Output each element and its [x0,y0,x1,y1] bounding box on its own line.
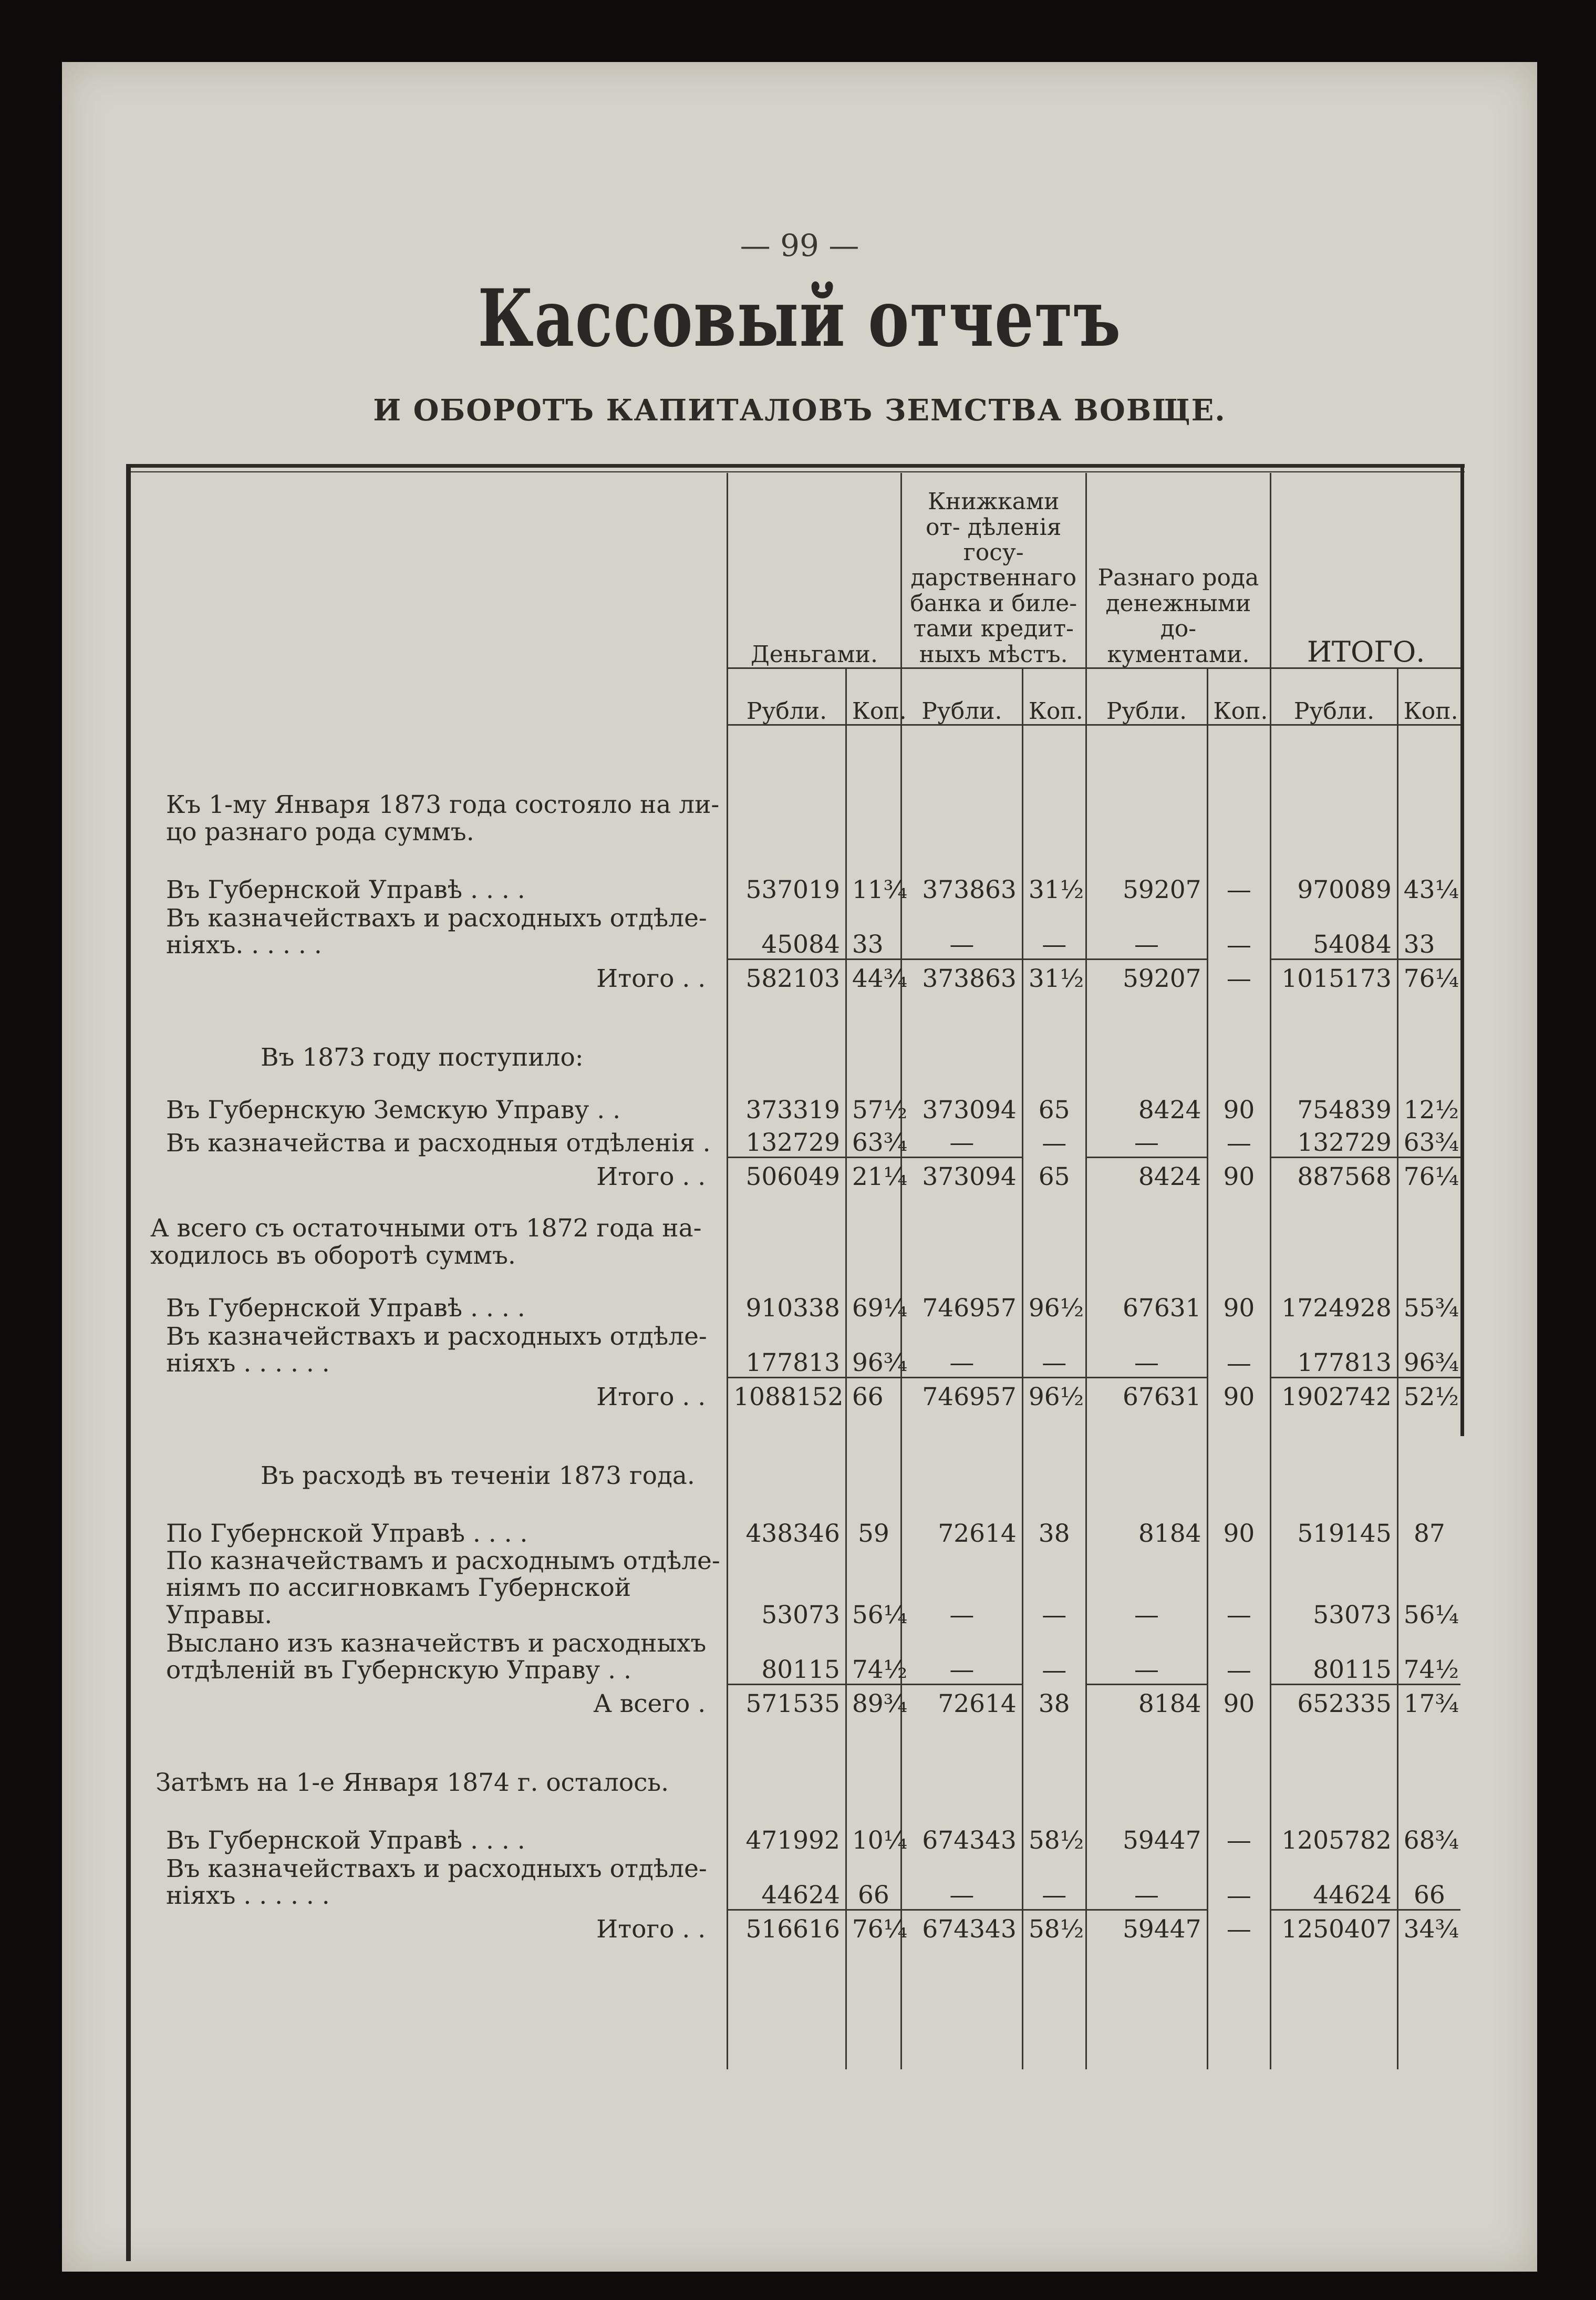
cell: 55¾ [1397,1270,1460,1322]
row-label: Въ Губернскую Земскую Управу . . [166,1095,621,1125]
cell: 674343 [901,1910,1022,1943]
cell: 21¼ [846,1157,901,1191]
cell: 90 [1207,1490,1271,1548]
cell: 1902742 [1271,1377,1397,1411]
table-tail-row [134,1943,1460,2069]
subheader-row [134,668,1460,725]
cell: 132729 [1271,1124,1397,1158]
cell: — [1207,959,1271,993]
left-frame-line [126,464,131,2261]
cell: 31½ [1022,846,1086,904]
subheader-kopecks: Коп. [1397,668,1460,725]
section-heading: Затѣмъ на 1-е Января 1874 г. осталось. [156,1768,669,1797]
cell: 373094 [901,1157,1022,1191]
cell: — [1207,1124,1271,1158]
cell: 96½ [1022,1270,1086,1322]
cell: 887568 [1271,1157,1397,1191]
cell: 54084 [1271,904,1397,960]
subheader-rubles: Рубли. [901,668,1022,725]
subheader-kopecks: Коп. [846,668,901,725]
cell: 373319 [728,1071,846,1124]
cell: 10¼ [846,1797,901,1854]
cell: — [1086,904,1207,960]
cell: 373863 [901,846,1022,904]
section-heading: А всего съ остаточными отъ 1872 года на- ходилось въ оборотѣ суммъ. [150,1214,702,1270]
cell: 90 [1207,1684,1271,1718]
cell: — [1086,1322,1207,1378]
cell: — [1022,1854,1086,1910]
cell: 1088152 [728,1377,846,1411]
cell: 571535 [728,1684,846,1718]
table-row [134,1071,1460,1124]
cell: 90 [1207,1270,1271,1322]
table-row [134,846,1460,904]
cell: 910338 [728,1270,846,1322]
section-heading-row [134,1411,1460,1490]
table-row [134,904,1460,960]
cash-report-table [134,473,1460,2069]
section-heading-row [134,725,1460,846]
cell: 537019 [728,846,846,904]
header-docs: Разнаго рода денежными до- кументами. [1086,473,1271,668]
cell: — [1207,1629,1271,1685]
table-row [134,1322,1460,1378]
cell: 44624 [1271,1854,1397,1910]
cell: 44624 [728,1854,846,1910]
cell: 754839 [1271,1071,1397,1124]
cell: 80115 [728,1629,846,1685]
header-total: ИТОГО. [1271,473,1460,668]
page-title: Кассовый отчетъ [478,272,1122,365]
cell: 43¼ [1397,846,1460,904]
cell: 96¾ [846,1322,901,1378]
total-label: Итого . . [596,964,706,993]
section-heading: Въ 1873 году поступило: [261,1043,584,1072]
cell: 59207 [1086,846,1207,904]
cell: 17¾ [1397,1684,1460,1718]
cell: 38 [1022,1684,1086,1718]
cell: 90 [1207,1377,1271,1411]
cell: 67631 [1086,1270,1207,1322]
cell: 746957 [901,1270,1022,1322]
cell: 76¼ [1397,1157,1460,1191]
cell: 57½ [846,1071,901,1124]
cell: 31½ [1022,959,1086,993]
total-label: А всего . [593,1689,706,1718]
cell: — [901,904,1022,960]
cell: 68¾ [1397,1797,1460,1854]
cell: — [1207,1854,1271,1910]
cell: 59 [846,1490,901,1548]
section-heading-row [134,1718,1460,1797]
cell: 69¼ [846,1270,901,1322]
row-label: Въ казначействахъ и расходныхъ отдѣле- ніяхъ. . . . . . [166,903,707,960]
cell: 11¾ [846,846,901,904]
cell: — [1022,1548,1086,1629]
header-money: Деньгами. [728,473,901,668]
cell: 59447 [1086,1910,1207,1943]
cell: 1250407 [1271,1910,1397,1943]
cell: 582103 [728,959,846,993]
total-row [134,1157,1460,1191]
cell: 56¼ [846,1548,901,1629]
cell: — [1207,1910,1271,1943]
cell: 177813 [1271,1322,1397,1378]
subheader-rubles: Рубли. [1271,668,1397,725]
cell: 53073 [1271,1548,1397,1629]
cell: 438346 [728,1490,846,1548]
cell: — [1086,1629,1207,1685]
table-row [134,1548,1460,1629]
total-row [134,1684,1460,1718]
cell: 34¾ [1397,1910,1460,1943]
cell: 471992 [728,1797,846,1854]
cell: 67631 [1086,1377,1207,1411]
cell: 80115 [1271,1629,1397,1685]
cell: 674343 [901,1797,1022,1854]
cell: 87 [1397,1490,1460,1548]
cell: 373094 [901,1071,1022,1124]
cell: 52½ [1397,1377,1460,1411]
table-row [134,1797,1460,1854]
total-row [134,1377,1460,1411]
row-label: Въ Губернской Управѣ . . . . [166,1293,525,1323]
cell: 89¾ [846,1684,901,1718]
section-heading: Въ расходѣ въ теченіи 1873 года. [261,1461,695,1490]
row-label: Въ Губернской Управѣ . . . . [166,875,525,904]
cell: 66 [846,1854,901,1910]
subheader-blank [134,668,728,725]
table-row [134,1124,1460,1158]
cell: 132729 [728,1124,846,1158]
cell: 65 [1022,1071,1086,1124]
cell: 652335 [1271,1684,1397,1718]
cell: — [1022,904,1086,960]
cell: 8184 [1086,1490,1207,1548]
right-frame-line [1460,464,1464,1436]
row-label: Въ казначействахъ и расходныхъ отдѣле- ніяхъ . . . . . . [166,1322,707,1378]
cell: 177813 [728,1322,846,1378]
cell: 63¾ [1397,1124,1460,1158]
subheader-kopecks: Коп. [1022,668,1086,725]
table-row [134,1854,1460,1910]
cell: 33 [1397,904,1460,960]
cell: — [1022,1322,1086,1378]
cell: 8424 [1086,1157,1207,1191]
cell: 970089 [1271,846,1397,904]
cell: — [901,1548,1022,1629]
cell: 65 [1022,1157,1086,1191]
top-rule-thin [126,471,1465,472]
cell: — [1207,1322,1271,1378]
cell: 516616 [728,1910,846,1943]
subheader-rubles: Рубли. [728,668,846,725]
cell: 90 [1207,1071,1271,1124]
cell: — [1207,1797,1271,1854]
cell: 38 [1022,1490,1086,1548]
cell: 63¾ [846,1124,901,1158]
top-rule [126,464,1465,468]
header-books: Книжками от- дѣленія госу- дарственнаго банка и биле- тами кредит- ныхъ мѣстъ. [901,473,1086,668]
section-heading: Къ 1-му Января 1873 года состояло на ли- цо разнаго рода суммъ. [166,790,720,847]
cell: 96¾ [1397,1322,1460,1378]
page-subtitle: И ОБОРОТЪ КАПИТАЛОВЪ ЗЕМСТВА ВОВЩЕ. [373,393,1226,428]
cell: 72614 [901,1684,1022,1718]
row-label: По Губернской Управѣ . . . . [166,1519,528,1548]
cell: — [1207,1548,1271,1629]
page-number: — 99 — [740,228,859,263]
table-row [134,1629,1460,1685]
cell: 45084 [728,904,846,960]
cell: 59207 [1086,959,1207,993]
cell: 74½ [846,1629,901,1685]
cell: 8424 [1086,1071,1207,1124]
cell: 58½ [1022,1797,1086,1854]
subheader-kopecks: Коп. [1207,668,1271,725]
row-label: Въ Губернской Управѣ . . . . [166,1825,525,1855]
cell: 74½ [1397,1629,1460,1685]
row-label: Въ казначейства и расходныя отдѣленія . [166,1129,711,1158]
cell: — [1207,904,1271,960]
cell: — [1022,1124,1086,1158]
cell: 72614 [901,1490,1022,1548]
cell: — [901,1854,1022,1910]
header-row [134,473,1460,668]
header-description [134,473,728,668]
subheader-rubles: Рубли. [1086,668,1207,725]
total-label: Итого . . [596,1914,706,1944]
cell: 1015173 [1271,959,1397,993]
total-row [134,1910,1460,1943]
cell: 8184 [1086,1684,1207,1718]
cell: 66 [1397,1854,1460,1910]
row-label: Въ казначействахъ и расходныхъ отдѣле- ніяхъ . . . . . . [166,1854,707,1911]
table-row [134,1270,1460,1322]
cell: — [1022,1629,1086,1685]
cell: — [901,1629,1022,1685]
cell: 66 [846,1377,901,1411]
cell: 12½ [1397,1071,1460,1124]
cell: 1205782 [1271,1797,1397,1854]
table-row [134,1490,1460,1548]
cell: 90 [1207,1157,1271,1191]
cell: — [1207,846,1271,904]
cell: 53073 [728,1548,846,1629]
cell: — [1086,1854,1207,1910]
total-label: Итого . . [596,1382,706,1411]
cell: 58½ [1022,1910,1086,1943]
row-label: По казначействамъ и расходнымъ отдѣле- ніямъ по ассигновкамъ Губернской Управы. [166,1546,720,1629]
total-row [134,959,1460,993]
document-sheet [62,62,1537,2272]
cell: 746957 [901,1377,1022,1411]
section-heading-row [134,993,1460,1071]
cell: 44¾ [846,959,901,993]
cell: 33 [846,904,901,960]
total-label: Итого . . [596,1162,706,1191]
cell: — [901,1124,1022,1158]
cell: — [901,1322,1022,1378]
cell: 519145 [1271,1490,1397,1548]
cell: 56¼ [1397,1548,1460,1629]
cell: 506049 [728,1157,846,1191]
row-label: Выслано изъ казначействъ и расходныхъ отдѣленій въ Губернскую Управу . . [166,1628,707,1685]
cell: 76¼ [1397,959,1460,993]
section-heading-row [134,1191,1460,1270]
cell: 59447 [1086,1797,1207,1854]
cell: — [1086,1548,1207,1629]
cell: 96½ [1022,1377,1086,1411]
cell: — [1086,1124,1207,1158]
cell: 1724928 [1271,1270,1397,1322]
cell: 76¼ [846,1910,901,1943]
cell: 373863 [901,959,1022,993]
